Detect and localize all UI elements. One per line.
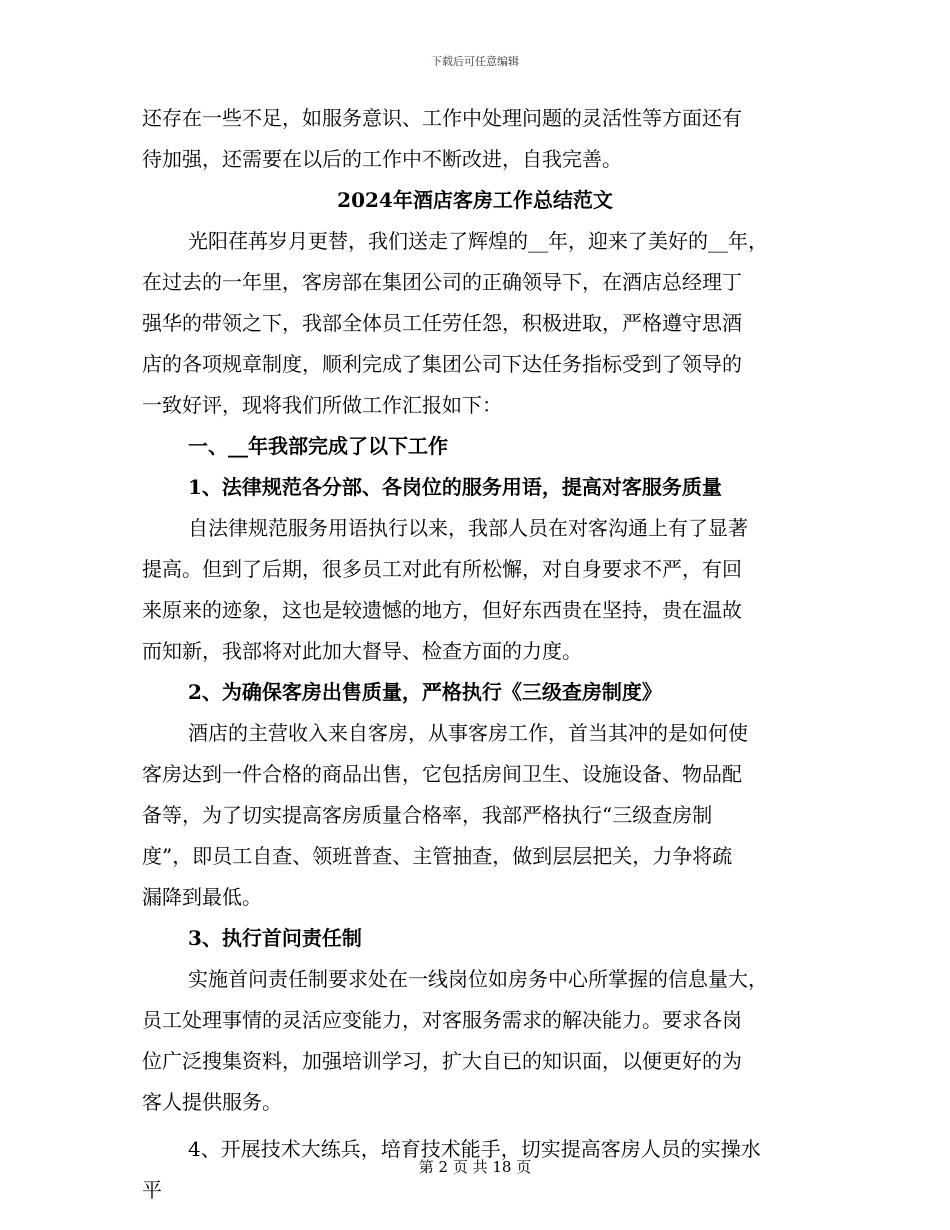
- body-line: 位广泛搜集资料，加强培训学习，扩大自已的知识面，以便更好的为: [142, 1049, 742, 1073]
- document-title: 2024年酒店客房工作总结范文: [337, 188, 613, 212]
- section-heading: 一、__年我部完成了以下工作: [188, 434, 448, 458]
- paragraph-start: 酒店的主营收入来自客房，从事客房工作，首当其冲的是如何使: [188, 721, 748, 745]
- body-line: 还存在一些不足，如服务意识、工作中处理问题的灵活性等方面还有: [142, 106, 742, 130]
- body-line: 店的各项规章制度，顺利完成了集团公司下达任务指标受到了领导的: [142, 352, 742, 376]
- paragraph-start: 实施首问责任制要求处在一线岗位如房务中心所掌握的信息量大，: [188, 967, 768, 991]
- body-line: 来原来的迹象，这也是较遗憾的地方，但好东西贵在坚持，贵在温故: [142, 598, 742, 622]
- body-line: 客房达到一件合格的商品出售，它包括房间卫生、设施设备、物品配: [142, 762, 742, 786]
- body-line: 客人提供服务。: [142, 1090, 282, 1114]
- body-line: 备等，为了切实提高客房质量合格率，我部严格执行“三级查房制: [142, 803, 713, 827]
- subsection-heading: 3、执行首问责任制: [188, 926, 362, 950]
- paragraph-start: 自法律规范服务用语执行以来，我部人员在对客沟通上有了显著: [188, 516, 748, 540]
- body-line: 平: [142, 1178, 162, 1202]
- body-line: 待加强，还需要在以后的工作中不断改进，自我完善。: [142, 147, 622, 171]
- page-header-note: 下载后可任意编辑: [431, 55, 519, 68]
- subsection-heading: 2、为确保客房出售质量，严格执行《三级查房制度》: [188, 680, 662, 704]
- page-number: 第 2 页 共 18 页: [418, 1158, 532, 1176]
- body-line: 提高。但到了后期，很多员工对此有所松懈，对自身要求不严，有回: [142, 557, 742, 581]
- body-line: 漏降到最低。: [142, 885, 262, 909]
- body-line: 度”，即员工自查、领班普查、主管抽查，做到层层把关，力争将疏: [142, 844, 733, 868]
- subsection-heading: 1、法律规范各分部、各岗位的服务用语，提高对客服务质量: [188, 475, 722, 499]
- body-line: 在过去的一年里，客房部在集团公司的正确领导下，在酒店总经理丁: [142, 270, 742, 294]
- body-line: 员工处理事情的灵活应变能力，对客服务需求的解决能力。要求各岗: [142, 1008, 742, 1032]
- body-line: 一致好评，现将我们所做工作汇报如下：: [142, 393, 502, 417]
- document-body: [142, 98, 808, 1211]
- subsection-heading: 4、开展技术大练兵，培育技术能手，切实提高客房人员的实操水: [188, 1137, 761, 1161]
- paragraph-start: 光阳荏苒岁月更替，我们送走了辉煌的__年，迎来了美好的__年，: [188, 229, 768, 253]
- body-line: 强华的带领之下，我部全体员工任劳任怨，积极进取，严格遵守思酒: [142, 311, 742, 335]
- body-line: 而知新，我部将对此加大督导、检查方面的力度。: [142, 639, 582, 663]
